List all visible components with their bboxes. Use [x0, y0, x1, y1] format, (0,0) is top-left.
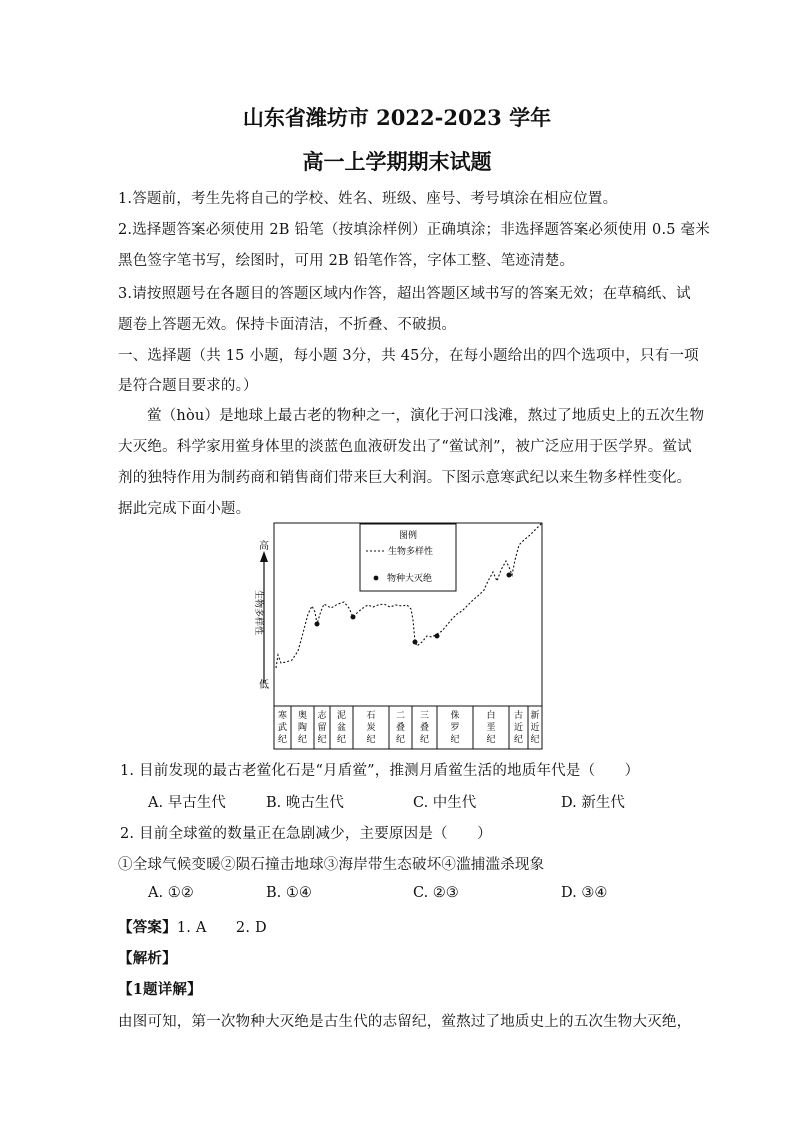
period-label-char: 罗 [450, 723, 460, 733]
period-label-char: 纪 [395, 735, 406, 745]
period-label-char: 纪 [297, 735, 308, 745]
q2-option-d[interactable]: D. ③④ [561, 885, 608, 901]
instruction-3a: 3.请按照题号在各题目的答题区域内作答，超出答题区域书写的答案无效；在草稿纸、试 [118, 286, 691, 302]
extinction-dot-5 [507, 573, 512, 578]
y-axis-label: 生物多样性 [253, 590, 263, 636]
q1-option-b[interactable]: B. 晚古生代 [266, 795, 344, 811]
instruction-2a: 2.选择题答案必须使用 2B 铅笔（按填涂样例）正确填涂；非选择题答案必须使用 0.5 毫米 [118, 222, 710, 238]
period-label-char: 泥 [336, 711, 347, 721]
extinction-dot-4 [435, 634, 440, 639]
passage-line-2: 大灭绝。科学家用鲎身体里的淡蓝色血液研发出了“鲎试剂”，被广泛应用于医学界。鲎试 [118, 439, 692, 455]
instruction-2b: 黑色签字笔书写，绘图时，可用 2B 铅笔作答，字体工整、笔迹清楚。 [118, 253, 575, 269]
period-columns [278, 706, 540, 749]
q2-option-a[interactable]: A. ①② [148, 885, 194, 901]
answer-text: 1. A 2. D [176, 920, 267, 936]
period-label-char: 盆 [336, 723, 347, 733]
q2-option-b[interactable]: B. ①④ [266, 885, 312, 901]
q2-stem: 2. 目前全球鲎的数量正在急剧减少，主要原因是（ ） [120, 826, 492, 842]
period-label-char: 古 [513, 711, 524, 721]
period-label-char: 武 [277, 723, 288, 733]
passage-line-4: 据此完成下面小题。 [118, 501, 251, 517]
period-label-char: 三 [419, 711, 430, 721]
legend-line-label: 生物多样性 [388, 547, 434, 557]
q1-option-a[interactable]: A. 早古生代 [148, 795, 226, 811]
detail-label: 【1题详解】 [118, 981, 202, 998]
period-label-char: 叠 [395, 723, 406, 733]
passage-line-3: 剂的独特作用为制药商和销售商们带来巨大利润。下图示意寒武纪以来生物多样性变化。 [118, 470, 692, 486]
period-label-char: 纪 [317, 735, 327, 745]
q1-stem: 1. 目前发现的最古老鲎化石是“月盾鲎”，推测月盾鲎生活的地质年代是（ ） [120, 763, 640, 779]
period-label-char: 近 [513, 723, 524, 733]
title-line-1: 山东省潍坊市 2022-2023 学年 [242, 105, 552, 130]
extinction-dot-1 [315, 622, 320, 627]
period-label-char: 二 [395, 711, 406, 721]
period-label-char: 纪 [277, 735, 288, 745]
q1-option-c[interactable]: C. 中生代 [413, 795, 477, 811]
answer-label: 【答案】 [118, 919, 177, 936]
instruction-1: 1.答题前，考生先将自己的学校、姓名、班级、座号、考号填涂在相应位置。 [118, 191, 618, 207]
title-line-2: 高一上学期期末试题 [302, 149, 492, 174]
legend-title: 图例 [398, 531, 418, 541]
q2-option-c[interactable]: C. ②③ [413, 885, 459, 901]
period-label-char: 叠 [419, 723, 430, 733]
legend-dot-label: 物种大灭绝 [387, 574, 433, 584]
period-label-char: 奥 [297, 711, 308, 721]
q2-items: ①全球气候变暖②陨石撞击地球③海岸带生态破坏④滥捕滥杀现象 [118, 857, 545, 873]
period-label-char: 新 [530, 711, 540, 721]
q1-option-d[interactable]: D. 新生代 [561, 795, 625, 811]
extinction-dot-3 [413, 640, 418, 645]
period-label-char: 白 [486, 711, 496, 721]
period-label-char: 纪 [513, 735, 524, 745]
period-label-char: 纪 [486, 735, 496, 745]
passage-line-1: 鲎（hòu）是地球上最古老的物种之一，演化于河口浅滩，熬过了地质史上的五次生物 [147, 408, 705, 424]
period-label-char: 纪 [366, 735, 376, 745]
extinction-dot-2 [351, 615, 356, 620]
analysis-label: 【解析】 [118, 950, 177, 967]
period-label-char: 近 [530, 723, 540, 733]
y-low-label: 低 [259, 680, 269, 691]
section-heading-1: 一、选择题（共 15 小题，每小题 3分，共 45分，在每小题给出的四个选项中，只有一项 [118, 348, 699, 364]
period-label-char: 留 [317, 723, 327, 733]
period-label-char: 侏 [450, 711, 460, 721]
period-label-char: 志 [317, 711, 327, 721]
period-label-char: 炭 [366, 723, 376, 733]
period-label-char: 纪 [336, 735, 347, 745]
instruction-3b: 题卷上答题无效。保持卡面清洁，不折叠、不破损。 [118, 317, 457, 333]
period-label-char: 垩 [486, 723, 496, 733]
period-label-char: 石 [366, 711, 376, 721]
answer-line [118, 916, 267, 937]
period-label-char: 陶 [297, 723, 308, 733]
legend-dot-sample [374, 576, 379, 581]
period-label-char: 纪 [419, 735, 430, 745]
detail-text: 由图可知，第一次物种大灭绝是古生代的志留纪，鲎熬过了地质史上的五次生物大灭绝， [118, 1014, 692, 1030]
y-high-label: 高 [259, 541, 269, 552]
period-label-char: 寒 [277, 711, 288, 721]
period-label-char: 纪 [450, 735, 460, 745]
period-label-char: 纪 [530, 735, 540, 745]
biodiversity-figure [245, 518, 555, 753]
section-heading-2: 是符合题目要求的。） [118, 378, 258, 394]
